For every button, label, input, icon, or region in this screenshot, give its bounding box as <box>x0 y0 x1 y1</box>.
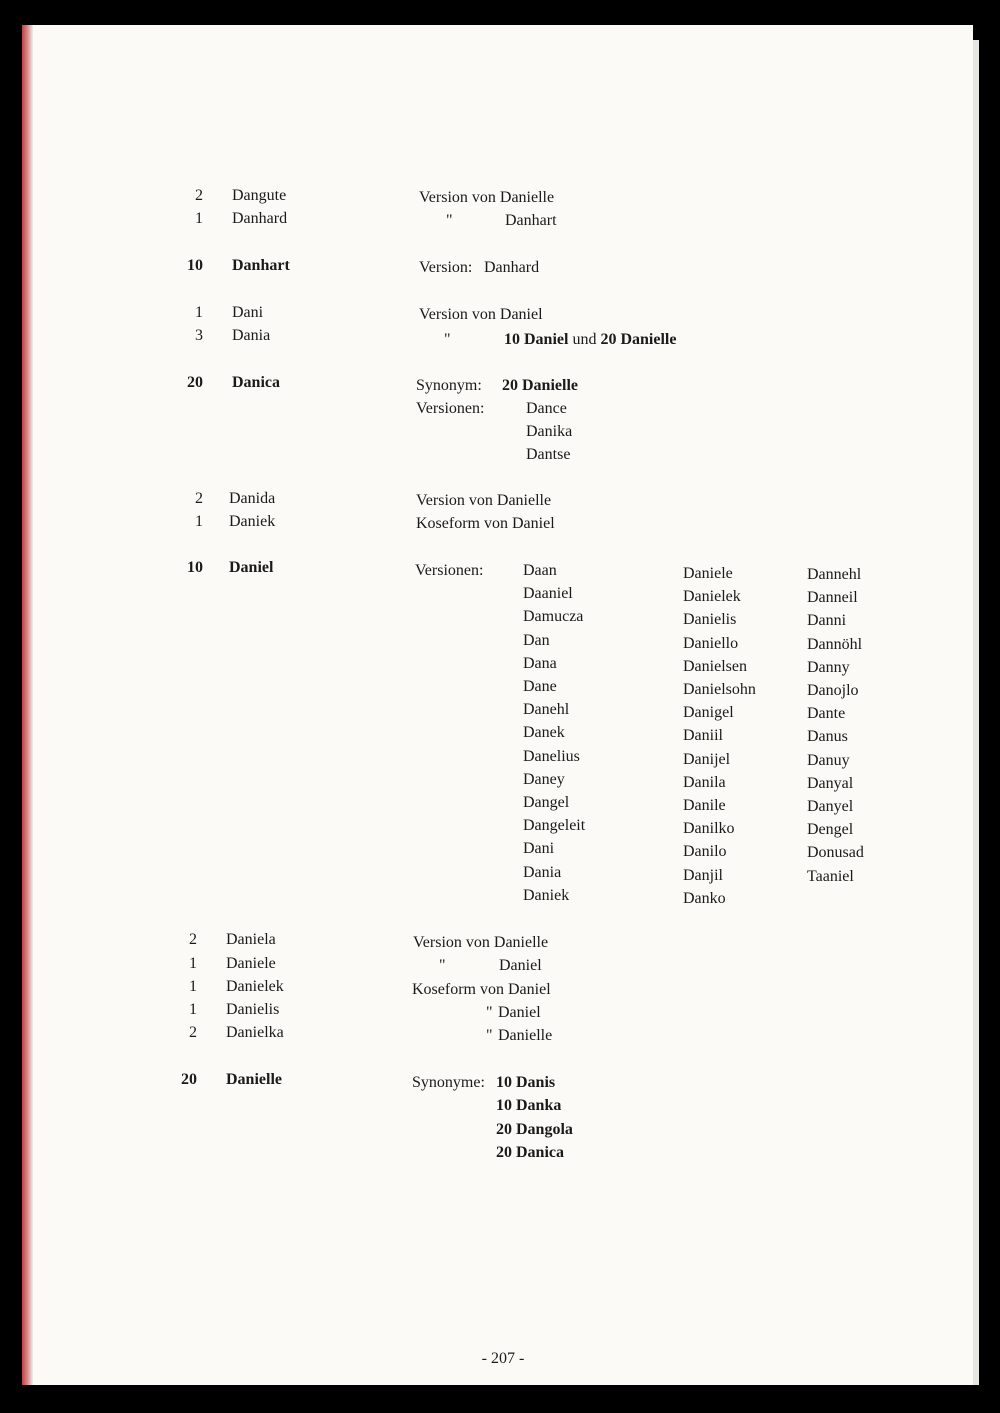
version-name: Danus <box>807 728 848 746</box>
page-edge-left <box>22 25 33 1385</box>
entry-description: Daniel <box>498 1004 541 1021</box>
entry-name: Danielle <box>226 1071 282 1088</box>
ditto-mark: " <box>486 1004 493 1021</box>
entry-description: 10 Danis <box>496 1074 556 1091</box>
entry-description: Version von Daniel <box>419 306 543 323</box>
version-name: Dana <box>523 654 557 672</box>
entry-description-label: Versionen: <box>416 400 485 417</box>
version-name: Danijel <box>683 750 731 768</box>
version-name: Dannehl <box>807 566 862 583</box>
entry-name: Daniek <box>229 513 276 530</box>
version-name: Donusad <box>807 844 864 862</box>
entry-count: 1 <box>189 1001 197 1018</box>
entry-count: 2 <box>189 1024 197 1041</box>
entry-description <box>504 331 676 349</box>
entry-description: 10 Danka <box>496 1097 562 1114</box>
ditto-mark: " <box>444 331 451 348</box>
ditto-mark: " <box>439 957 446 974</box>
entry-description-text: 10 Daniel und 20 Danielle <box>504 331 677 348</box>
version-name: Daniil <box>683 727 723 745</box>
version-name: Danehl <box>523 701 570 719</box>
entry-name: Danhart <box>232 257 290 274</box>
entry-name: Danica <box>232 374 280 391</box>
ditto-mark: " <box>486 1027 493 1044</box>
entry-name: Daniela <box>226 931 276 948</box>
version-name: Danigel <box>683 704 734 722</box>
entry-description: Dantse <box>526 446 571 463</box>
version-name: Danielek <box>683 588 741 606</box>
entry-description: Koseform von Daniel <box>416 515 555 532</box>
document-page <box>33 25 973 1385</box>
entry-name: Dania <box>232 327 271 344</box>
version-name: Daaniel <box>523 585 573 603</box>
version-name: Dani <box>523 840 555 858</box>
entry-description: Daniel <box>499 957 542 974</box>
version-name: Dengel <box>807 821 854 839</box>
entry-description: Version von Danielle <box>419 189 555 206</box>
entry-description: Dance <box>526 400 567 417</box>
version-name: Dangel <box>523 794 570 811</box>
entry-description: Danhart <box>505 212 557 229</box>
version-name: Danyel <box>807 798 854 815</box>
entry-count: 1 <box>195 210 203 227</box>
entry-name: Danielek <box>226 978 284 995</box>
entry-description: Version von Danielle <box>416 492 552 509</box>
entry-count: 20 <box>181 1071 197 1088</box>
entry-count: 2 <box>189 931 197 948</box>
entry-name: Danielis <box>226 1001 280 1018</box>
version-name: Danek <box>523 724 565 742</box>
entry-description-label: Versionen: <box>415 562 484 579</box>
entry-count: 1 <box>189 978 197 995</box>
version-name: Danyal <box>807 774 854 792</box>
entry-count: 10 <box>187 559 203 576</box>
version-name: Taaniel <box>807 867 854 885</box>
version-name: Danila <box>683 773 726 791</box>
entry-name: Danida <box>229 490 276 507</box>
entry-description: 20 Danielle <box>502 377 578 394</box>
version-name: Daney <box>523 770 565 788</box>
entry-description-label: Synonym: <box>416 377 482 394</box>
entry-name: Danielka <box>226 1024 284 1041</box>
version-name: Dante <box>807 705 846 723</box>
version-name: Dangeleit <box>523 817 586 835</box>
entry-count: 2 <box>195 490 203 507</box>
version-name: Dane <box>523 678 557 695</box>
version-name: Danielis <box>683 611 737 629</box>
version-name: Danile <box>683 797 726 814</box>
version-name: Danni <box>807 612 847 630</box>
entry-count: 1 <box>195 304 203 321</box>
entry-description: Version von Danielle <box>413 934 549 951</box>
entry-name: Dani <box>232 304 264 321</box>
page-number: - 207 - <box>481 1350 525 1367</box>
page-edge-right <box>973 40 979 1385</box>
version-name: Danneil <box>807 589 858 607</box>
entry-name: Danhard <box>232 210 288 227</box>
version-name: Danuy <box>807 751 850 769</box>
version-name: Daniello <box>683 634 739 652</box>
entry-count: 1 <box>189 955 197 972</box>
version-name: Danielsen <box>683 657 747 675</box>
entry-description: Danika <box>526 423 573 440</box>
entry-name: Daniele <box>226 955 276 972</box>
entry-description-label: Synonyme: <box>412 1074 485 1091</box>
version-name: Danjil <box>683 866 723 884</box>
version-name: Danilo <box>683 843 727 861</box>
entry-count: 3 <box>195 327 203 344</box>
entry-description: Danielle <box>498 1027 553 1044</box>
version-name: Danojlo <box>807 682 859 699</box>
entry-description: Koseform von Daniel <box>412 981 551 998</box>
entry-count: 10 <box>187 257 203 274</box>
entry-description: 20 Danica <box>496 1144 564 1161</box>
version-name: Daniek <box>523 886 570 904</box>
ditto-mark: " <box>446 212 453 229</box>
entry-description-label: Version: <box>419 259 473 276</box>
version-name: Dannöhl <box>807 635 863 653</box>
entry-count: 2 <box>195 187 203 204</box>
version-name: Danielsohn <box>683 681 756 698</box>
version-name: Danelius <box>523 747 580 765</box>
entry-description: Danhard <box>484 259 540 276</box>
version-name: Daniele <box>683 565 733 582</box>
version-name: Dan <box>523 631 550 649</box>
entry-count: 1 <box>195 513 203 530</box>
version-name: Danko <box>683 889 726 907</box>
version-name: Danny <box>807 658 850 676</box>
entry-description: 20 Dangola <box>496 1121 573 1138</box>
entry-name: Daniel <box>229 559 274 576</box>
version-name: Dania <box>523 863 562 881</box>
version-name: Daan <box>523 562 557 579</box>
entry-count: 20 <box>187 374 203 391</box>
entry-name: Dangute <box>232 187 287 204</box>
version-name: Damucza <box>523 608 584 626</box>
version-name: Danilko <box>683 820 735 838</box>
